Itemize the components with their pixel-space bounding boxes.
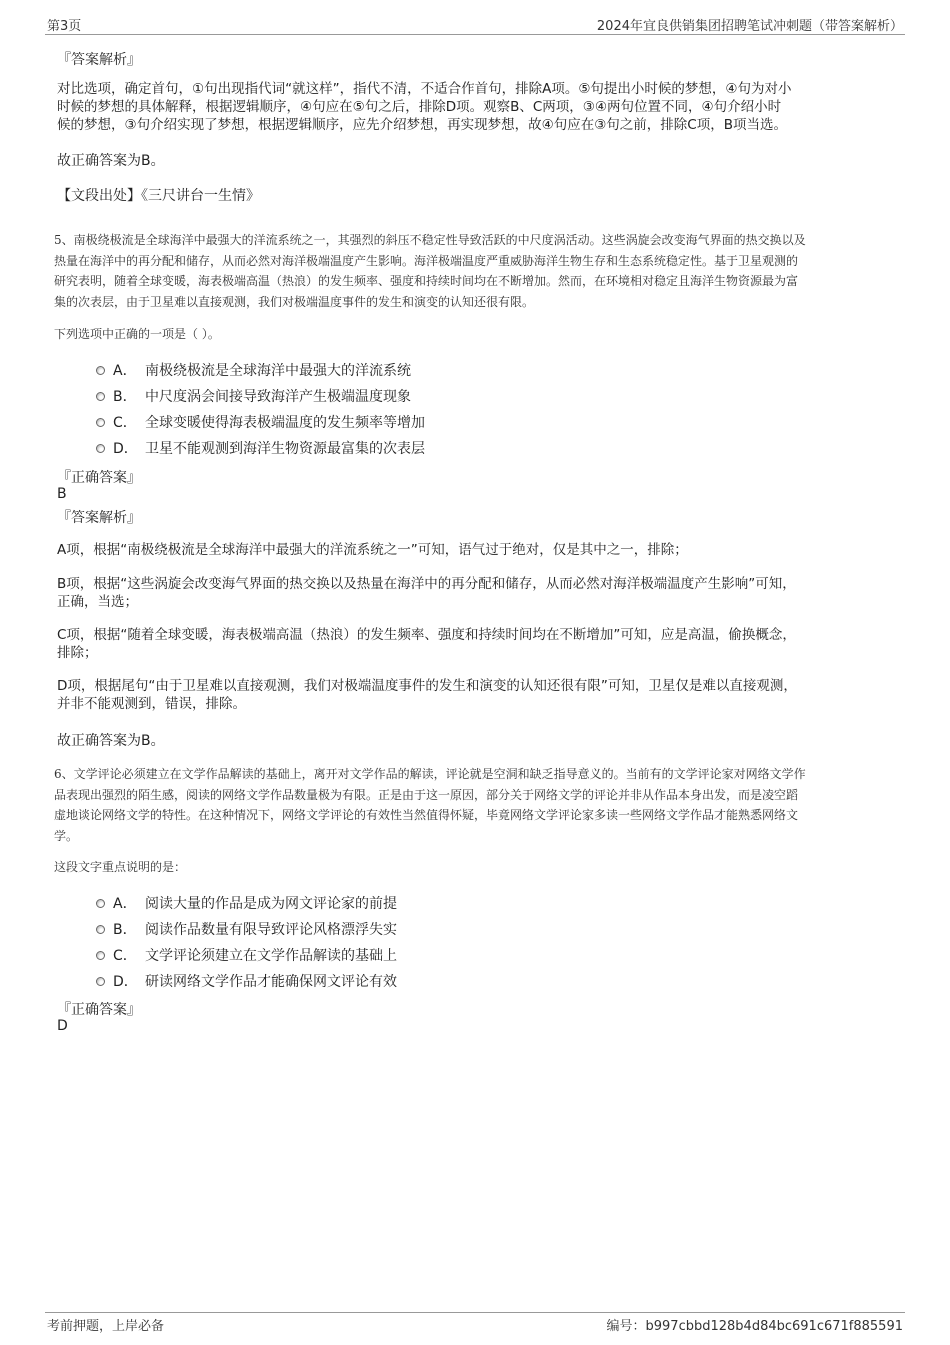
radio-icon[interactable]	[96, 977, 105, 986]
q5-analysis-a: A项，根据“南极绕极流是全球海洋中最强大的洋流系统之一”可知，语气过于绝对，仅是其中之一，排除；	[57, 542, 688, 558]
radio-icon[interactable]	[96, 899, 105, 908]
q4-analysis-line: 候的梦想，③句介绍实现了梦想，根据逻辑顺序，应先介绍梦想，再实现梦想，故④句应在③句之前，排除C项，B项当选。	[57, 117, 787, 133]
q4-analysis-line: 对比选项，确定首句，①句出现指代词“就这样”，指代不清，不适合作首句，排除A项。⑤句提出小时候的梦想，④句为对小	[57, 81, 792, 97]
page-header	[45, 14, 905, 35]
q5-stem-line: 5、南极绕极流是全球海洋中最强大的洋流系统之一，其强烈的斜压不稳定性导致活跃的中尺度涡活动。这些涡旋会改变海气界面的热交换以及	[54, 233, 806, 247]
radio-icon[interactable]	[96, 418, 105, 427]
radio-icon[interactable]	[96, 366, 105, 375]
q5-analysis-label: 『答案解析』	[57, 510, 141, 526]
q5-answer-label: 『正确答案』	[57, 470, 141, 486]
q5-analysis-d: D项，根据尾句“由于卫星难以直接观测，我们对极端温度事件的发生和演变的认知还很有限”可知，卫星仅是难以直接观测， 并非不能观测到，错误，排除。	[57, 678, 797, 712]
q5-answer: B	[57, 486, 67, 502]
q5-stem-line: 研究表明，随着全球变暖，海表极端高温（热浪）的发生频率、强度和持续时间均在不断增加。然而，在环境相对稳定且海洋生物资源最为富	[54, 274, 799, 288]
q4-analysis	[57, 80, 897, 134]
document-title: 2024年宜良供销集团招聘笔试冲刺题（带答案解析）	[596, 19, 903, 34]
radio-icon[interactable]	[96, 444, 105, 453]
radio-icon[interactable]	[96, 951, 105, 960]
q4-source: 【文段出处】《三尺讲台一生情》	[57, 188, 260, 204]
footer-slogan: 考前押题，上岸必备	[47, 1319, 165, 1334]
document-id: 编号：b997cbbd128b4d84bc691c671f885591	[606, 1319, 903, 1334]
q5-question: 下列选项中正确的一项是（ ）。	[54, 327, 220, 341]
q5-stem-line: 集的次表层，由于卫星难以直接观测，我们对极端温度事件的发生和演变的认知还很有限。	[54, 294, 535, 309]
q5-option-b[interactable]: B． 中尺度涡会间接导致海洋产生极端温度现象	[96, 386, 411, 406]
q5-analysis-b: B项，根据“这些涡旋会改变海气界面的热交换以及热量在海洋中的再分配和储存，从而必然对海洋极端温度产生影响”可知， 正确，当选；	[57, 576, 796, 610]
page-footer	[45, 1312, 905, 1333]
q6-answer: D	[57, 1018, 68, 1034]
q4-conclusion: 故正确答案为B。	[57, 153, 165, 169]
q5-option-d[interactable]: D． 卫星不能观测到海洋生物资源最富集的次表层	[96, 438, 425, 458]
q6-question: 这段文字重点说明的是：	[54, 860, 187, 874]
q5-conclusion: 故正确答案为B。	[57, 733, 165, 749]
q5-stem	[54, 230, 900, 312]
page-number: 第3页	[47, 19, 82, 34]
q6-answer-label: 『正确答案』	[57, 1002, 141, 1018]
q6-option-a[interactable]: A． 阅读大量的作品是成为网文评论家的前提	[96, 893, 397, 913]
q5-option-a[interactable]: A． 南极绕极流是全球海洋中最强大的洋流系统	[96, 360, 411, 380]
radio-icon[interactable]	[96, 925, 105, 934]
q5-stem-line: 热量在海洋中的再分配和储存，从而必然对海洋极端温度产生影响。海洋极端温度严重威胁海洋生物生存和生态系统稳定性。基于卫星观测的	[54, 253, 799, 268]
q6-stem-line: 品表现出强烈的陌生感，阅读的网络文学作品数量极为有限。正是由于这一原因，部分关于网络文学的评论并非从作品本身出发，而是凌空蹈	[54, 787, 799, 802]
q6-stem-line: 6、文学评论必须建立在文学作品解读的基础上，离开对文学作品的解读，评论就是空洞和缺乏指导意义的。当前有的文学评论家对网络文学作	[54, 767, 806, 781]
q6-option-c[interactable]: C． 文学评论须建立在文学作品解读的基础上	[96, 945, 397, 965]
q6-stem-line: 学。	[54, 828, 79, 843]
q6-stem-line: 虚地谈论网络文学的特性。在这种情况下，网络文学评论的有效性当然值得怀疑，毕竟网络文学评论家多读一些网络文学作品才能熟悉网络文	[54, 808, 799, 822]
q6-option-d[interactable]: D． 研读网络文学作品才能确保网文评论有效	[96, 971, 397, 991]
q6-option-b[interactable]: B． 阅读作品数量有限导致评论风格漂浮失实	[96, 919, 397, 939]
q6-stem	[54, 764, 900, 846]
q5-analysis-c: C项，根据“随着全球变暖，海表极端高温（热浪）的发生频率、强度和持续时间均在不断增加”可知，应是高温，偷换概念， 排除；	[57, 627, 796, 661]
q4-analysis-line: 时候的梦想的具体解释，根据逻辑顺序，④句应在⑤句之后，排除D项。观察B、C两项，③④两句位置不同，④句介绍小时	[57, 99, 782, 115]
q5-option-c[interactable]: C． 全球变暖使得海表极端温度的发生频率等增加	[96, 412, 425, 432]
q4-analysis-label: 『答案解析』	[57, 52, 141, 68]
radio-icon[interactable]	[96, 392, 105, 401]
